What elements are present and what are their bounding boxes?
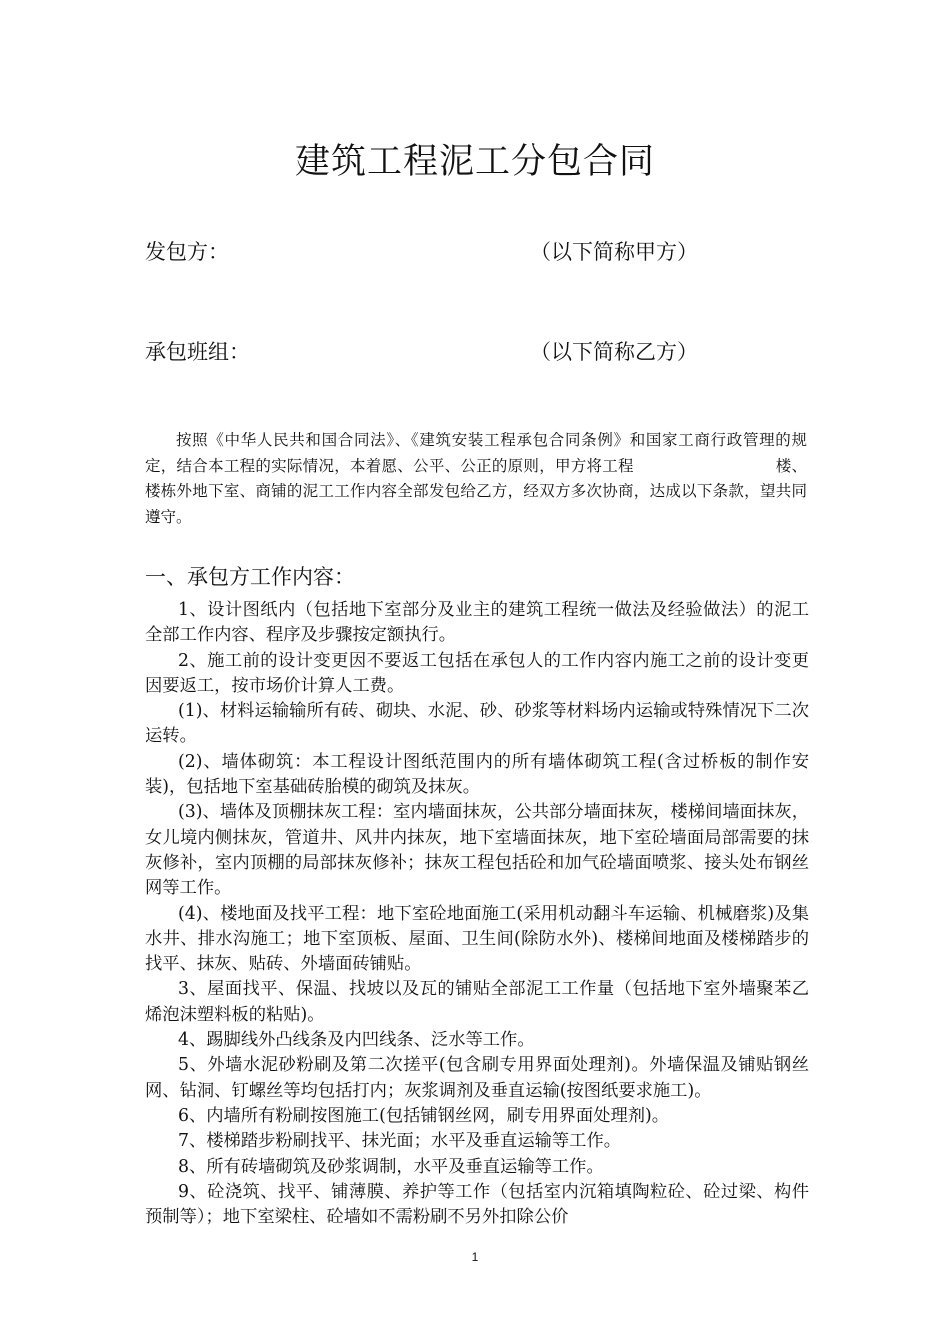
work-item: 1、设计图纸内（包括地下室部分及业主的建筑工程统一做法及经验做法）的泥工全部工作内容、程序及步骤按定额执行。	[145, 600, 809, 646]
party-b-label: 承包班组：	[145, 340, 250, 364]
work-item: 7、楼梯踏步粉刷找平、抹光面；水平及垂直运输等工作。	[178, 1131, 622, 1152]
work-item: 5、外墙水泥砂粉刷及第二次搓平(包含刷专用界面处理剂)。外墙保温及铺贴钢丝网、钻洞、钉螺丝等均包括打内；灰浆调剂及垂直运输(按图纸要求施工)。	[145, 1055, 809, 1101]
work-item: 8、所有砖墙砌筑及砂浆调制，水平及垂直运输等工作。	[178, 1156, 604, 1177]
page-number: 1	[471, 1250, 479, 1264]
work-item: 3、屋面找平、保温、找坡以及瓦的铺贴全部泥工工作量（包括地下室外墙聚苯乙烯泡沫塑料板的粘贴)。	[145, 979, 809, 1025]
section-heading: 一、承包方工作内容：	[145, 565, 355, 589]
work-item: 6、内墙所有粉刷按图施工(包括铺钢丝网，刷专用界面处理剂)。	[178, 1105, 670, 1126]
work-item: (3)、墙体及顶棚抹灰工程：室内墙面抹灰，公共部分墙面抹灰，楼梯间墙面抹灰，女儿境内侧抹灰，管道井、风井内抹灰，地下室墙面抹灰，地下室砼墙面局部需要的抹灰修补，室内顶棚的局部抹灰修补；抹灰工程包括砼和加气砼墙面喷浆、接头处布钢丝网等工作。	[145, 802, 809, 899]
work-item: 2、施工前的设计变更因不要返工包括在承包人的工作内容内施工之前的设计变更因要返工，按市场价计算人工费。	[145, 650, 809, 696]
work-item: (1)、材料运输输所有砖、砌块、水泥、砂、砂浆等材料场内运输或特殊情况下二次运转。	[145, 701, 809, 747]
work-item: 9、砼浇筑、找平、铺薄膜、养护等工作（包括室内沉箱填陶粒砼、砼过梁、构件预制等）；地下室梁柱、砼墙如不需粉刷不另外扣除公价	[145, 1181, 809, 1228]
work-items	[145, 598, 809, 1230]
party-a-abbr: （以下简称甲方）	[530, 240, 698, 264]
intro-paragraph: 按照《中华人民共和国合同法》、《建筑安装工程承包合同条例》和国家工商行政管理的规定，结合本工程的实际情况，本着愿、公平、公正的原则，甲方将工程 楼、楼栋外地下室、商铺的泥工工作内容全部发包给乙方，经双方多次协商，达成以下条款，望共同遵守。	[145, 431, 807, 526]
work-item: (2)、墙体砌筑：本工程设计图纸范围内的所有墙体砌筑工程(含过桥板的制作安装)，包括地下室基础砖胎模的砌筑及抹灰。	[145, 751, 809, 798]
work-item: (4)、楼地面及找平工程：地下室砼地面施工(采用机动翻斗车运输、机械磨浆)及集水井、排水沟施工；地下室顶板、屋面、卫生间(除防水外)、楼梯间地面及楼梯踏步的找平、抹灰、贴砖、外墙面砖铺贴。	[145, 903, 809, 975]
intro-block	[145, 428, 807, 530]
contract-title: 建筑工程泥工分包合同	[294, 142, 655, 182]
work-item: 4、踢脚线外凸线条及内凹线条、泛水等工作。	[178, 1030, 535, 1051]
party-b-abbr: （以下简称乙方）	[530, 340, 698, 364]
party-a-label: 发包方：	[145, 240, 229, 264]
